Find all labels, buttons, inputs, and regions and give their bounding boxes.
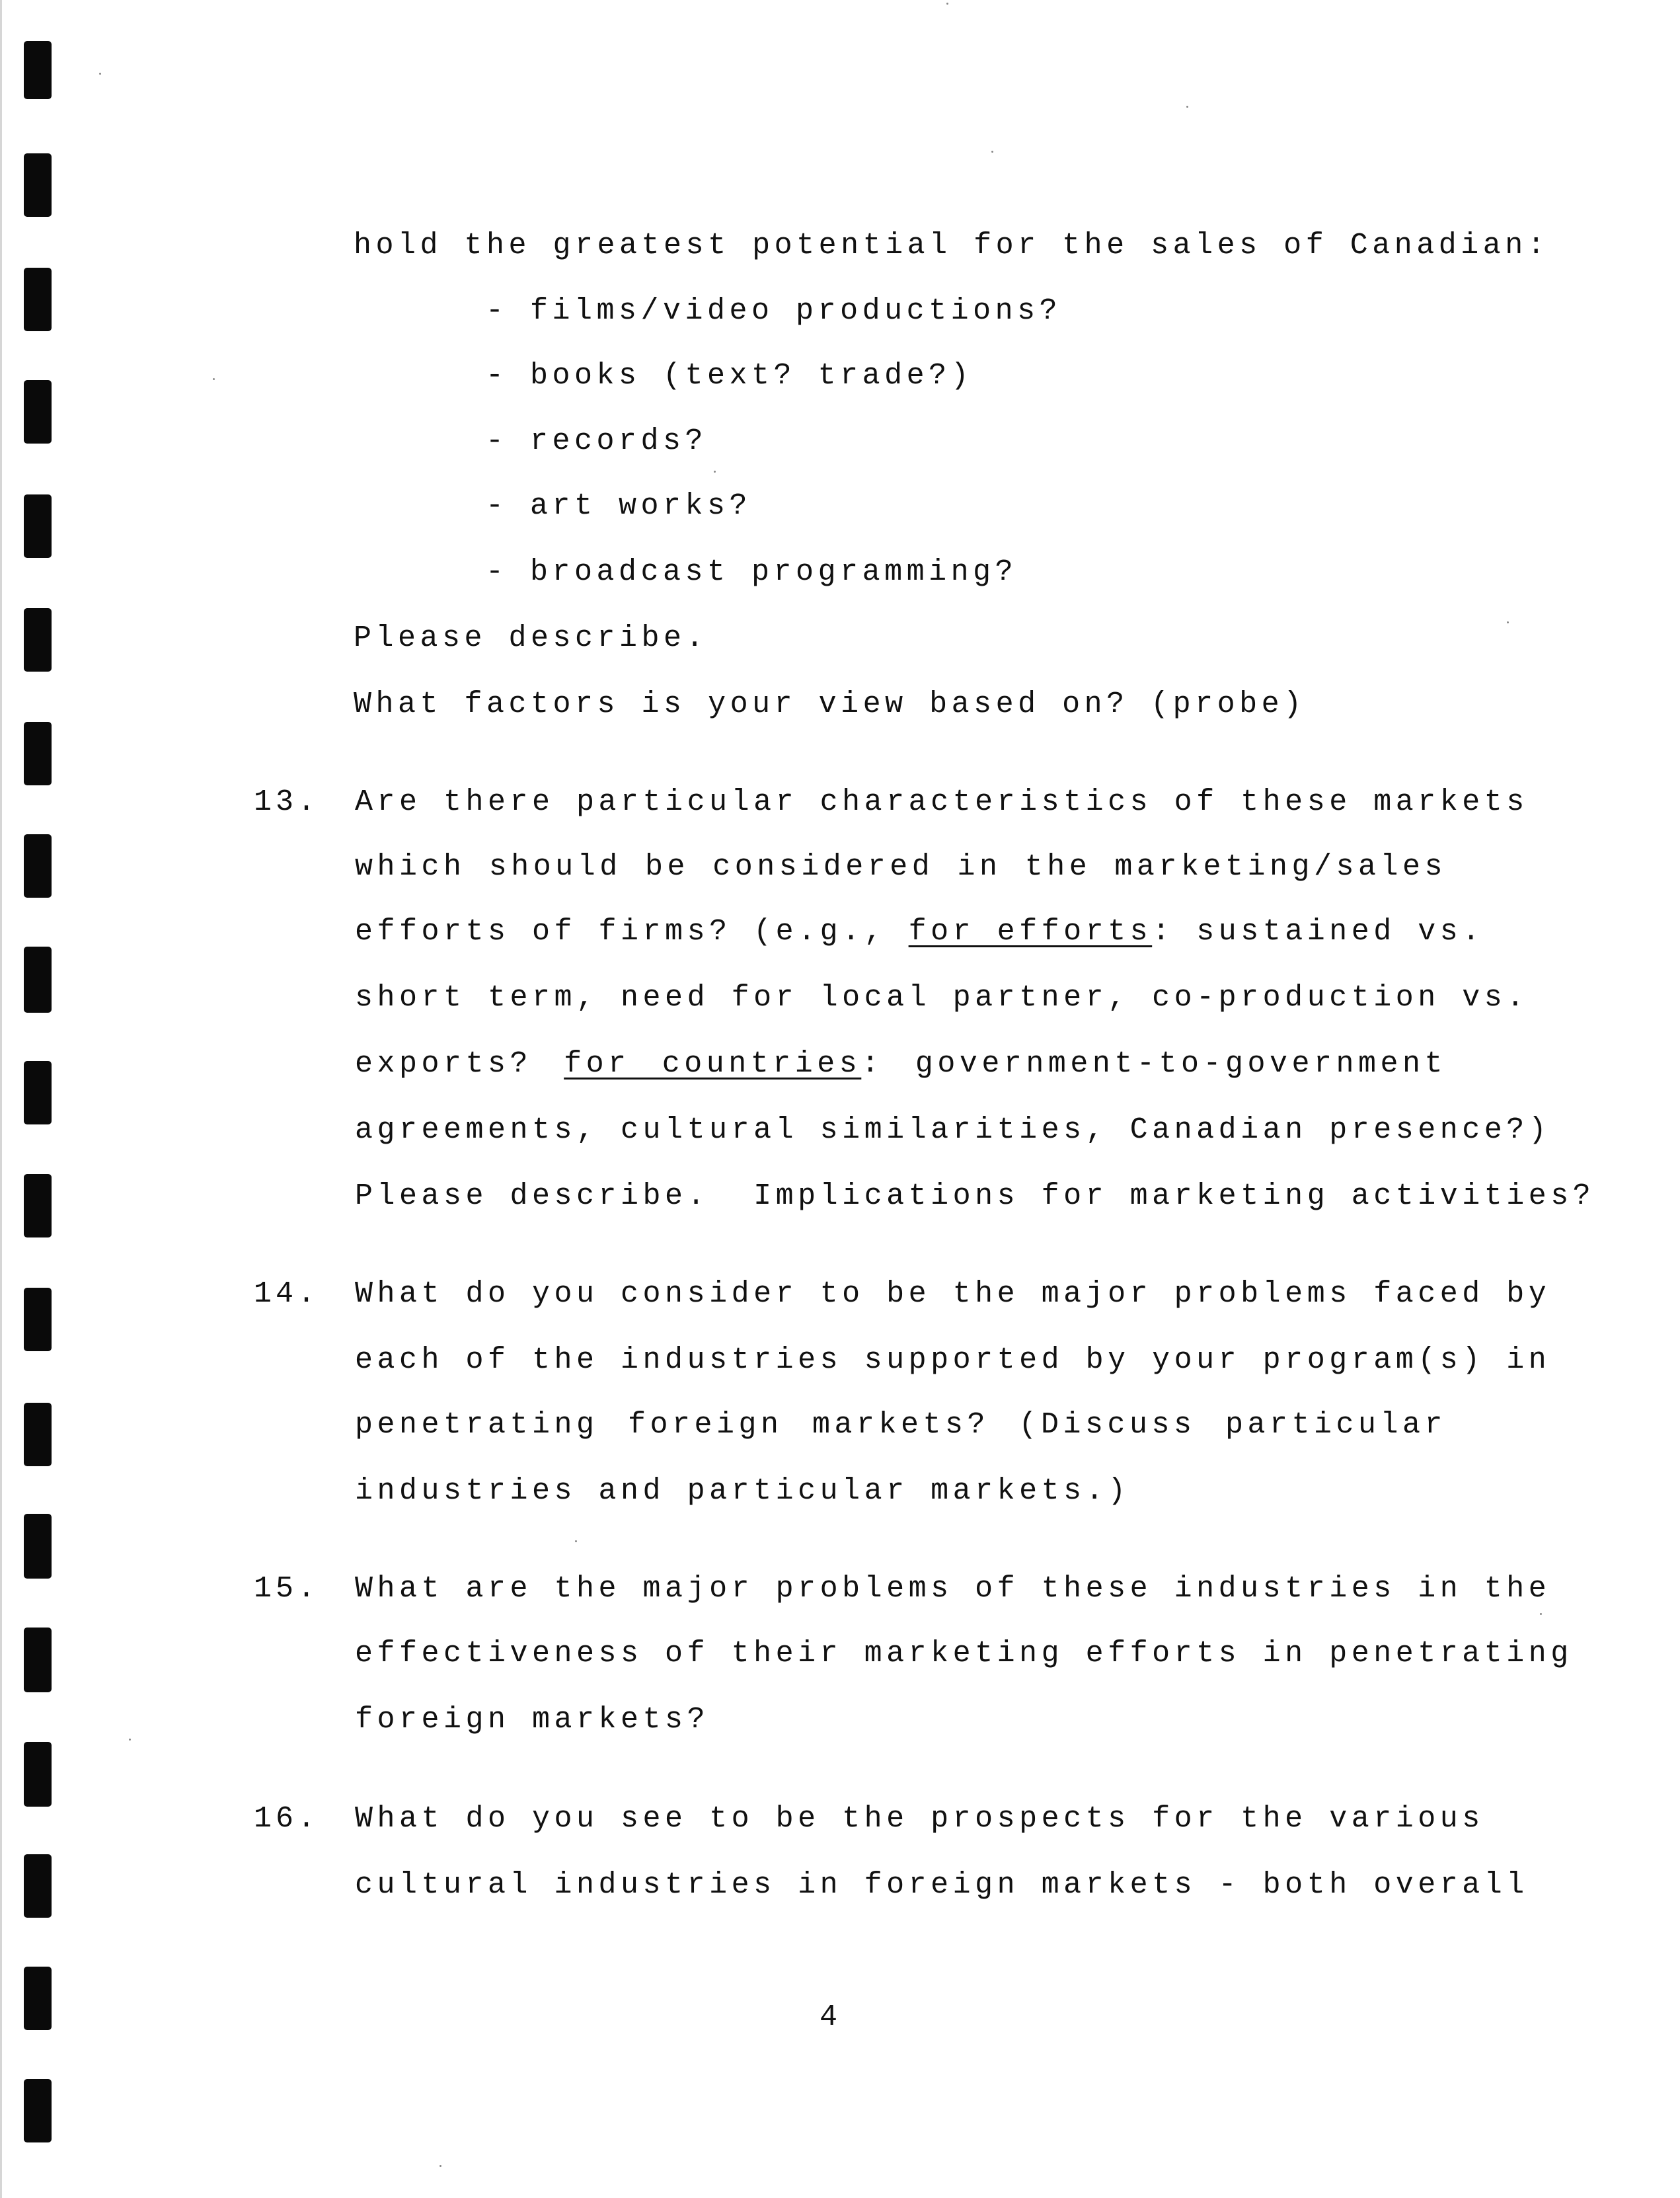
factors-question: What factors is your view based on? (probe) <box>354 687 1306 721</box>
question-line: industries and particular markets.) <box>355 1474 1130 1508</box>
question-line: Please describe. Implications for marketing activities? <box>355 1179 1595 1213</box>
binding-hole <box>24 1854 52 1918</box>
scan-speck <box>213 378 215 380</box>
question-line: cultural industries in foreign markets - both overall <box>355 1868 1529 1902</box>
scan-speck <box>129 1739 131 1741</box>
page-edge <box>0 0 2 2198</box>
binding-hole <box>24 494 52 558</box>
underlined-text: for efforts <box>908 915 1153 949</box>
question-line: What do you see to be the prospects for the various <box>355 1802 1484 1836</box>
question-line: Are there particular characteristics of these markets <box>355 785 1529 819</box>
binding-hole <box>24 1514 52 1579</box>
scan-speck <box>1540 1613 1542 1615</box>
binding-hole <box>24 1288 52 1351</box>
scan-speck <box>991 151 993 153</box>
binding-hole <box>24 947 52 1013</box>
question-line: agreements, cultural similarities, Canadian presence?) <box>355 1113 1551 1147</box>
question-number: 15. <box>254 1572 320 1606</box>
question-line: penetrating foreign markets? (Discuss particular <box>355 1408 1447 1442</box>
scan-speck <box>1186 106 1188 108</box>
please-describe: Please describe. <box>354 621 708 655</box>
bullet-art-works: - art works? <box>486 489 752 523</box>
binding-hole <box>24 268 52 331</box>
binding-hole <box>24 834 52 898</box>
bullet-broadcast: - broadcast programming? <box>486 555 1018 589</box>
question-line: which should be considered in the marketing/sales <box>355 850 1447 884</box>
question-line: short term, need for local partner, co-production vs. <box>355 981 1529 1015</box>
intro-line: hold the greatest potential for the sales of Canadian: <box>354 229 1550 262</box>
question-line: What are the major problems of these industries in the <box>355 1572 1551 1606</box>
binding-hole <box>24 1174 52 1237</box>
binding-hole <box>24 1628 52 1692</box>
question-number: 13. <box>254 785 320 819</box>
bullet-books: - books (text? trade?) <box>486 359 974 393</box>
question-number: 14. <box>254 1277 320 1311</box>
binding-hole <box>24 722 52 785</box>
binding-hole <box>24 2079 52 2142</box>
question-line: foreign markets? <box>355 1703 710 1737</box>
question-line <box>355 914 1484 951</box>
binding-hole <box>24 608 52 672</box>
question-line: each of the industries supported by your program(s) in <box>355 1343 1551 1377</box>
scan-speck <box>1507 621 1509 623</box>
binding-hole <box>24 1403 52 1466</box>
bullet-films: - films/video productions? <box>486 294 1062 328</box>
question-line <box>355 1046 1447 1083</box>
scan-speck <box>575 1540 577 1542</box>
scan-speck <box>99 73 101 75</box>
question-number: 16. <box>254 1802 320 1836</box>
underlined-text: for countries <box>564 1047 862 1081</box>
line-text: : government-to-government <box>861 1047 1447 1081</box>
page-number: 4 <box>820 2000 838 2034</box>
bullet-records: - records? <box>486 424 708 458</box>
binding-hole <box>24 1742 52 1807</box>
binding-hole <box>24 380 52 444</box>
binding-hole <box>24 153 52 217</box>
scan-speck <box>946 3 948 5</box>
scan-speck <box>714 471 716 473</box>
binding-hole <box>24 1967 52 2030</box>
binding-hole <box>24 1061 52 1124</box>
line-text: : sustained vs. <box>1152 915 1484 949</box>
question-line: What do you consider to be the major problems faced by <box>355 1277 1551 1311</box>
question-line: effectiveness of their marketing efforts in penetrating <box>355 1637 1573 1670</box>
binding-hole <box>24 41 52 99</box>
line-text: exports? <box>355 1047 564 1081</box>
line-text: efforts of firms? (e.g., <box>355 915 909 949</box>
scan-speck <box>439 2165 441 2167</box>
